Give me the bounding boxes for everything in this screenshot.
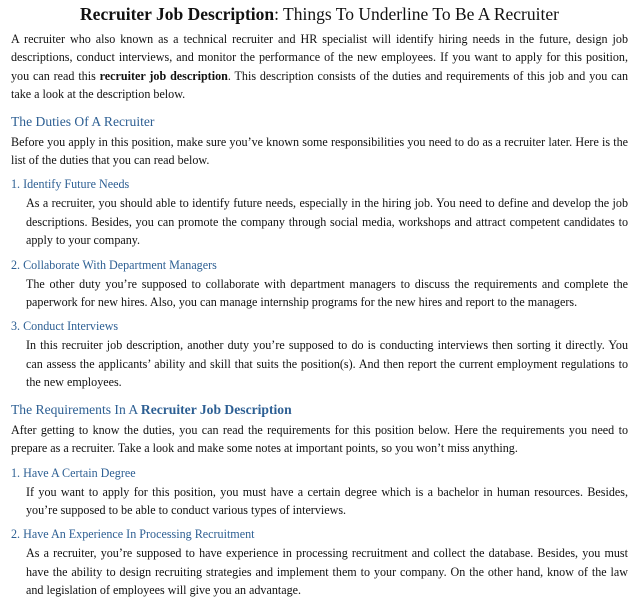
intro-part-2: . This description consists of the duties and requirements of this job and you can take a look at the description below.	[11, 68, 628, 102]
requirement-1-title: 1. Have A Certain Degree	[11, 465, 136, 480]
intro-paragraph	[11, 30, 628, 104]
duty-2-text: The other duty you’re supposed to collaborate with department managers to discuss the requirements and complete the paperwork for new hires. Also, you can manage internship programs for the new hires and report to the managers.	[26, 276, 628, 310]
page-title-bold: Recruiter Job Description	[80, 4, 275, 24]
duty-3-text: In this recruiter job description, another duty you’re supposed to do is conducting interviews then sorting it directly. You can assess the applicants’ ability and skill that suits the position(s). And then report the current employment regulations to the new employees.	[26, 338, 628, 390]
page-title	[11, 3, 628, 25]
requirements-intro: After getting to know the duties, you can read the requirements for this position below. Here the requirements you need to prepare as a recruiter. Take a look and make some notes at important points, so you won’t miss anything.	[11, 422, 628, 456]
requirement-1-text: If you want to apply for this position, you must have a certain degree which is a bachelor in human resources. Besides, you’re supposed to be able to conduct various types of interviews.	[26, 484, 628, 517]
requirements-heading-plain: The Requirements In A	[11, 401, 141, 417]
duty-2-title: 2. Collaborate With Department Managers	[11, 257, 217, 272]
requirements-heading	[11, 400, 628, 419]
duties-intro: Before you apply in this position, make sure you’ve known some responsibilities you need to do as a recruiter later. Here is the list of the duties that you can read below.	[11, 134, 628, 168]
requirements-heading-bold: Recruiter Job Description	[140, 401, 292, 417]
page-title-rest: : Things To Underline To Be A Recruiter	[274, 4, 559, 24]
duty-1-text: As a recruiter, you should able to identify future needs, especially in the hiring job. You need to define and develop the job descriptions. Besides, you can promote the company through social media, workshops and attract competent candidates to apply to your company.	[26, 196, 628, 248]
intro-part-1: A recruiter who also known as a technical recruiter and HR specialist will identify hiring needs in the future, design job descriptions, conduct interviews, and monitor the performance of the new employees. If you want to apply for this position, you can read this	[11, 32, 628, 83]
duty-1-title: 1. Identify Future Needs	[11, 177, 130, 192]
requirement-2-text: As a recruiter, you’re supposed to have experience in processing recruitment and collect the database. Besides, you must have the ability to design recruiting strategies and implement them to your company. On the other hand, know of the law and legislation of employees will give you an advantage.	[26, 546, 628, 598]
duty-3-title: 3. Conduct Interviews	[11, 319, 119, 334]
requirement-2-title: 2. Have An Experience In Processing Recruitment	[11, 527, 255, 542]
duties-heading: The Duties Of A Recruiter	[11, 113, 155, 129]
intro-bold-keyword: recruiter job description	[99, 68, 228, 83]
